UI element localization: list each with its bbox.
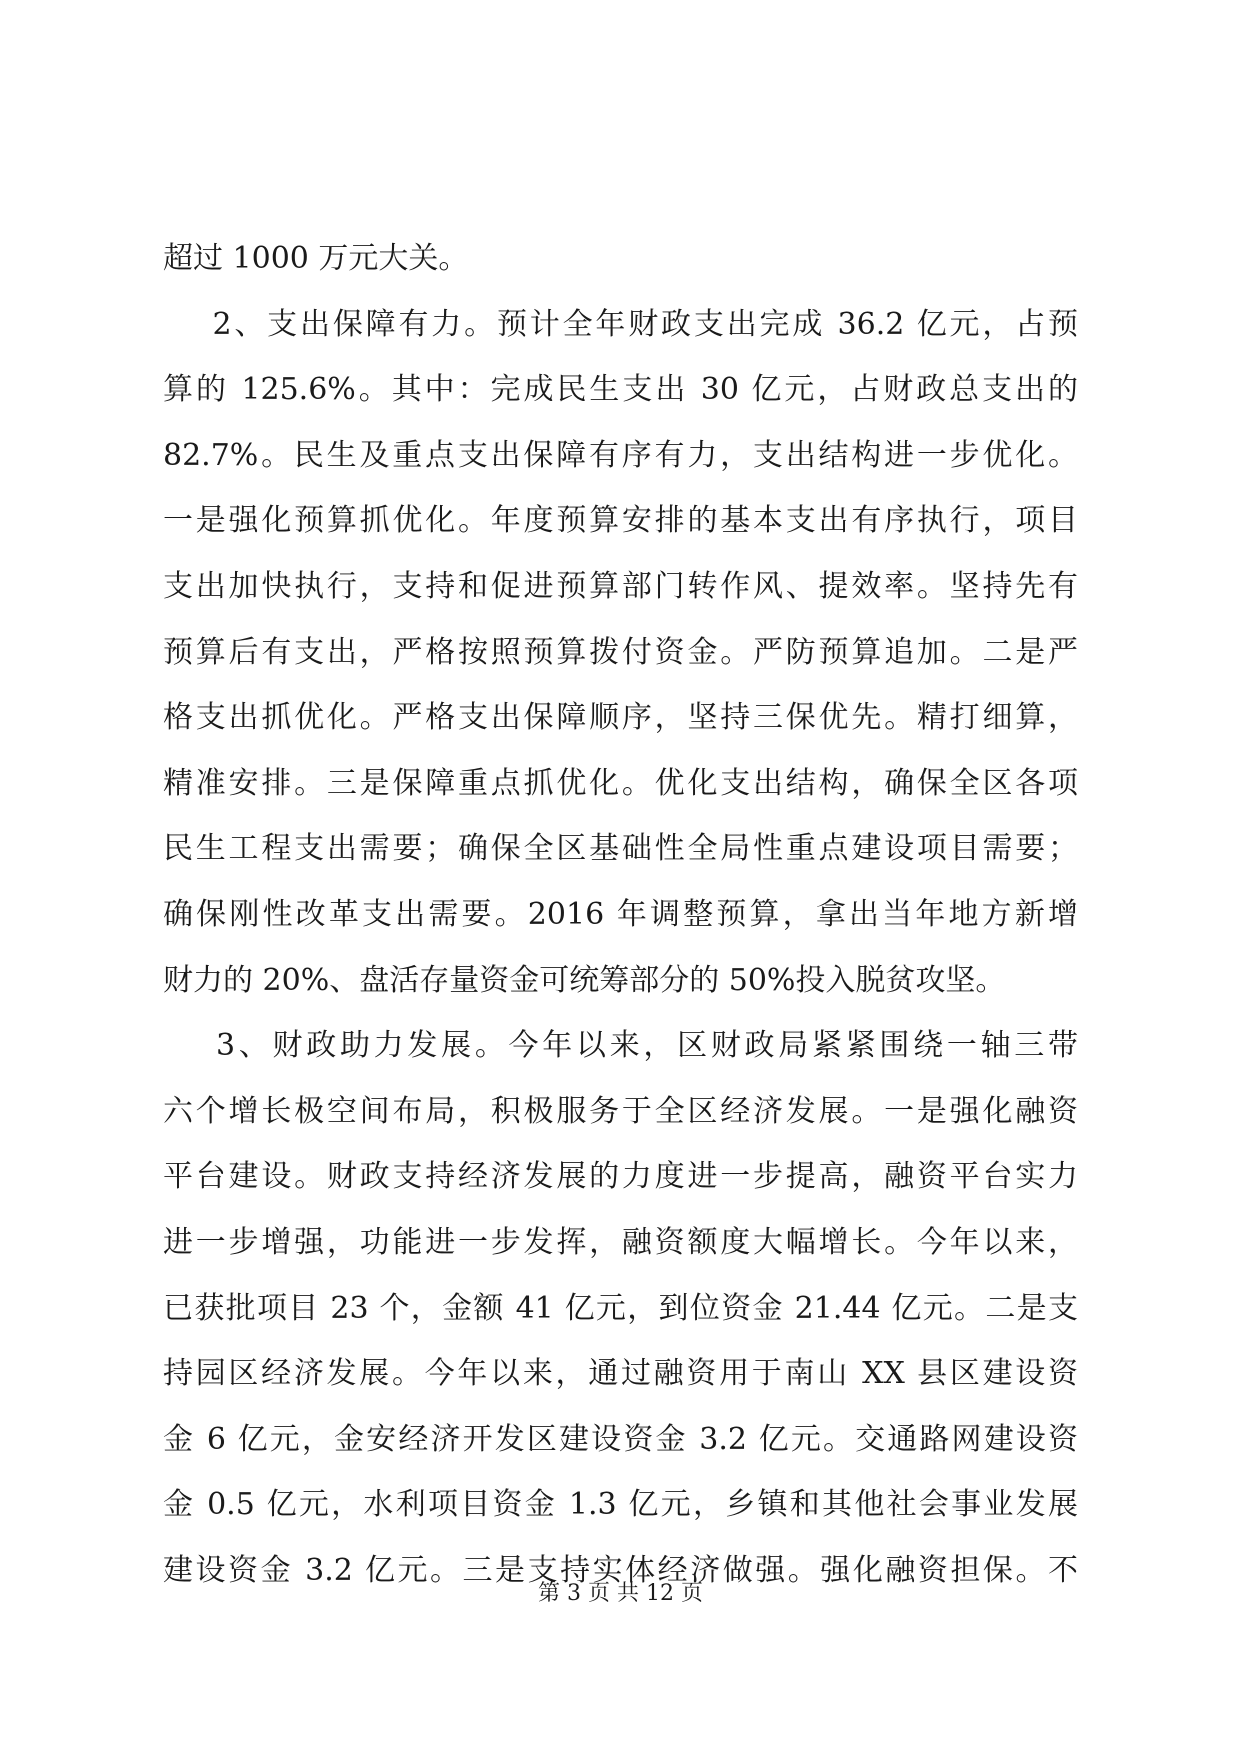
- text-line: 进一步增强，功能进一步发挥，融资额度大幅增长。今年以来，: [163, 1224, 1078, 1260]
- text-line: 格支出抓优化。严格支出保障顺序，坚持三保优先。精打细算，: [163, 700, 1078, 736]
- text-line: 支出加快执行，支持和促进预算部门转作风、提效率。坚持先有: [163, 568, 1078, 604]
- text-line: 持园区经济发展。今年以来，通过融资用于南山 XX 县区建设资: [163, 1356, 1078, 1392]
- text-line: 六个增长极空间布局，积极服务于全区经济发展。一是强化融资: [163, 1093, 1078, 1129]
- text-line: 预算后有支出，严格按照预算拨付资金。严防预算追加。二是严: [163, 634, 1078, 670]
- text-line: 超过 1000 万元大关。: [163, 241, 469, 276]
- text-line: 82.7%。民生及重点支出保障有序有力，支出结构进一步优化。: [163, 437, 1078, 473]
- text-line: 财力的 20%、盘活存量资金可统筹部分的 50%投入脱贫攻坚。: [163, 962, 1006, 998]
- text-line: 已获批项目 23 个，金额 41 亿元，到位资金 21.44 亿元。二是支: [163, 1290, 1078, 1326]
- text-line: 建设资金 3.2 亿元。三是支持实体经济做强。强化融资担保。不: [163, 1552, 1078, 1588]
- page-footer: 第 3 页 共 12 页: [538, 1581, 703, 1606]
- text-line: 金 0.5 亿元，水利项目资金 1.3 亿元，乡镇和其他社会事业发展: [163, 1487, 1078, 1523]
- text-line: 一是强化预算抓优化。年度预算安排的基本支出有序执行，项目: [163, 503, 1078, 539]
- text-line: 算的 125.6%。其中：完成民生支出 30 亿元，占财政总支出的: [163, 372, 1078, 408]
- text-line: 平台建设。财政支持经济发展的力度进一步提高，融资平台实力: [163, 1159, 1078, 1195]
- text-line: 2、支出保障有力。预计全年财政支出完成 36.2 亿元，占预: [163, 306, 1078, 342]
- text-line: 金 6 亿元，金安经济开发区建设资金 3.2 亿元。交通路网建设资: [163, 1421, 1078, 1457]
- text-line: 3、财政助力发展。今年以来，区财政局紧紧围绕一轴三带: [163, 1028, 1078, 1064]
- text-line: 民生工程支出需要；确保全区基础性全局性重点建设项目需要；: [163, 831, 1078, 867]
- text-line: 确保刚性改革支出需要。2016 年调整预算，拿出当年地方新增: [163, 896, 1078, 932]
- body-text: [163, 226, 1078, 1603]
- text-line: 精准安排。三是保障重点抓优化。优化支出结构，确保全区各项: [163, 765, 1078, 801]
